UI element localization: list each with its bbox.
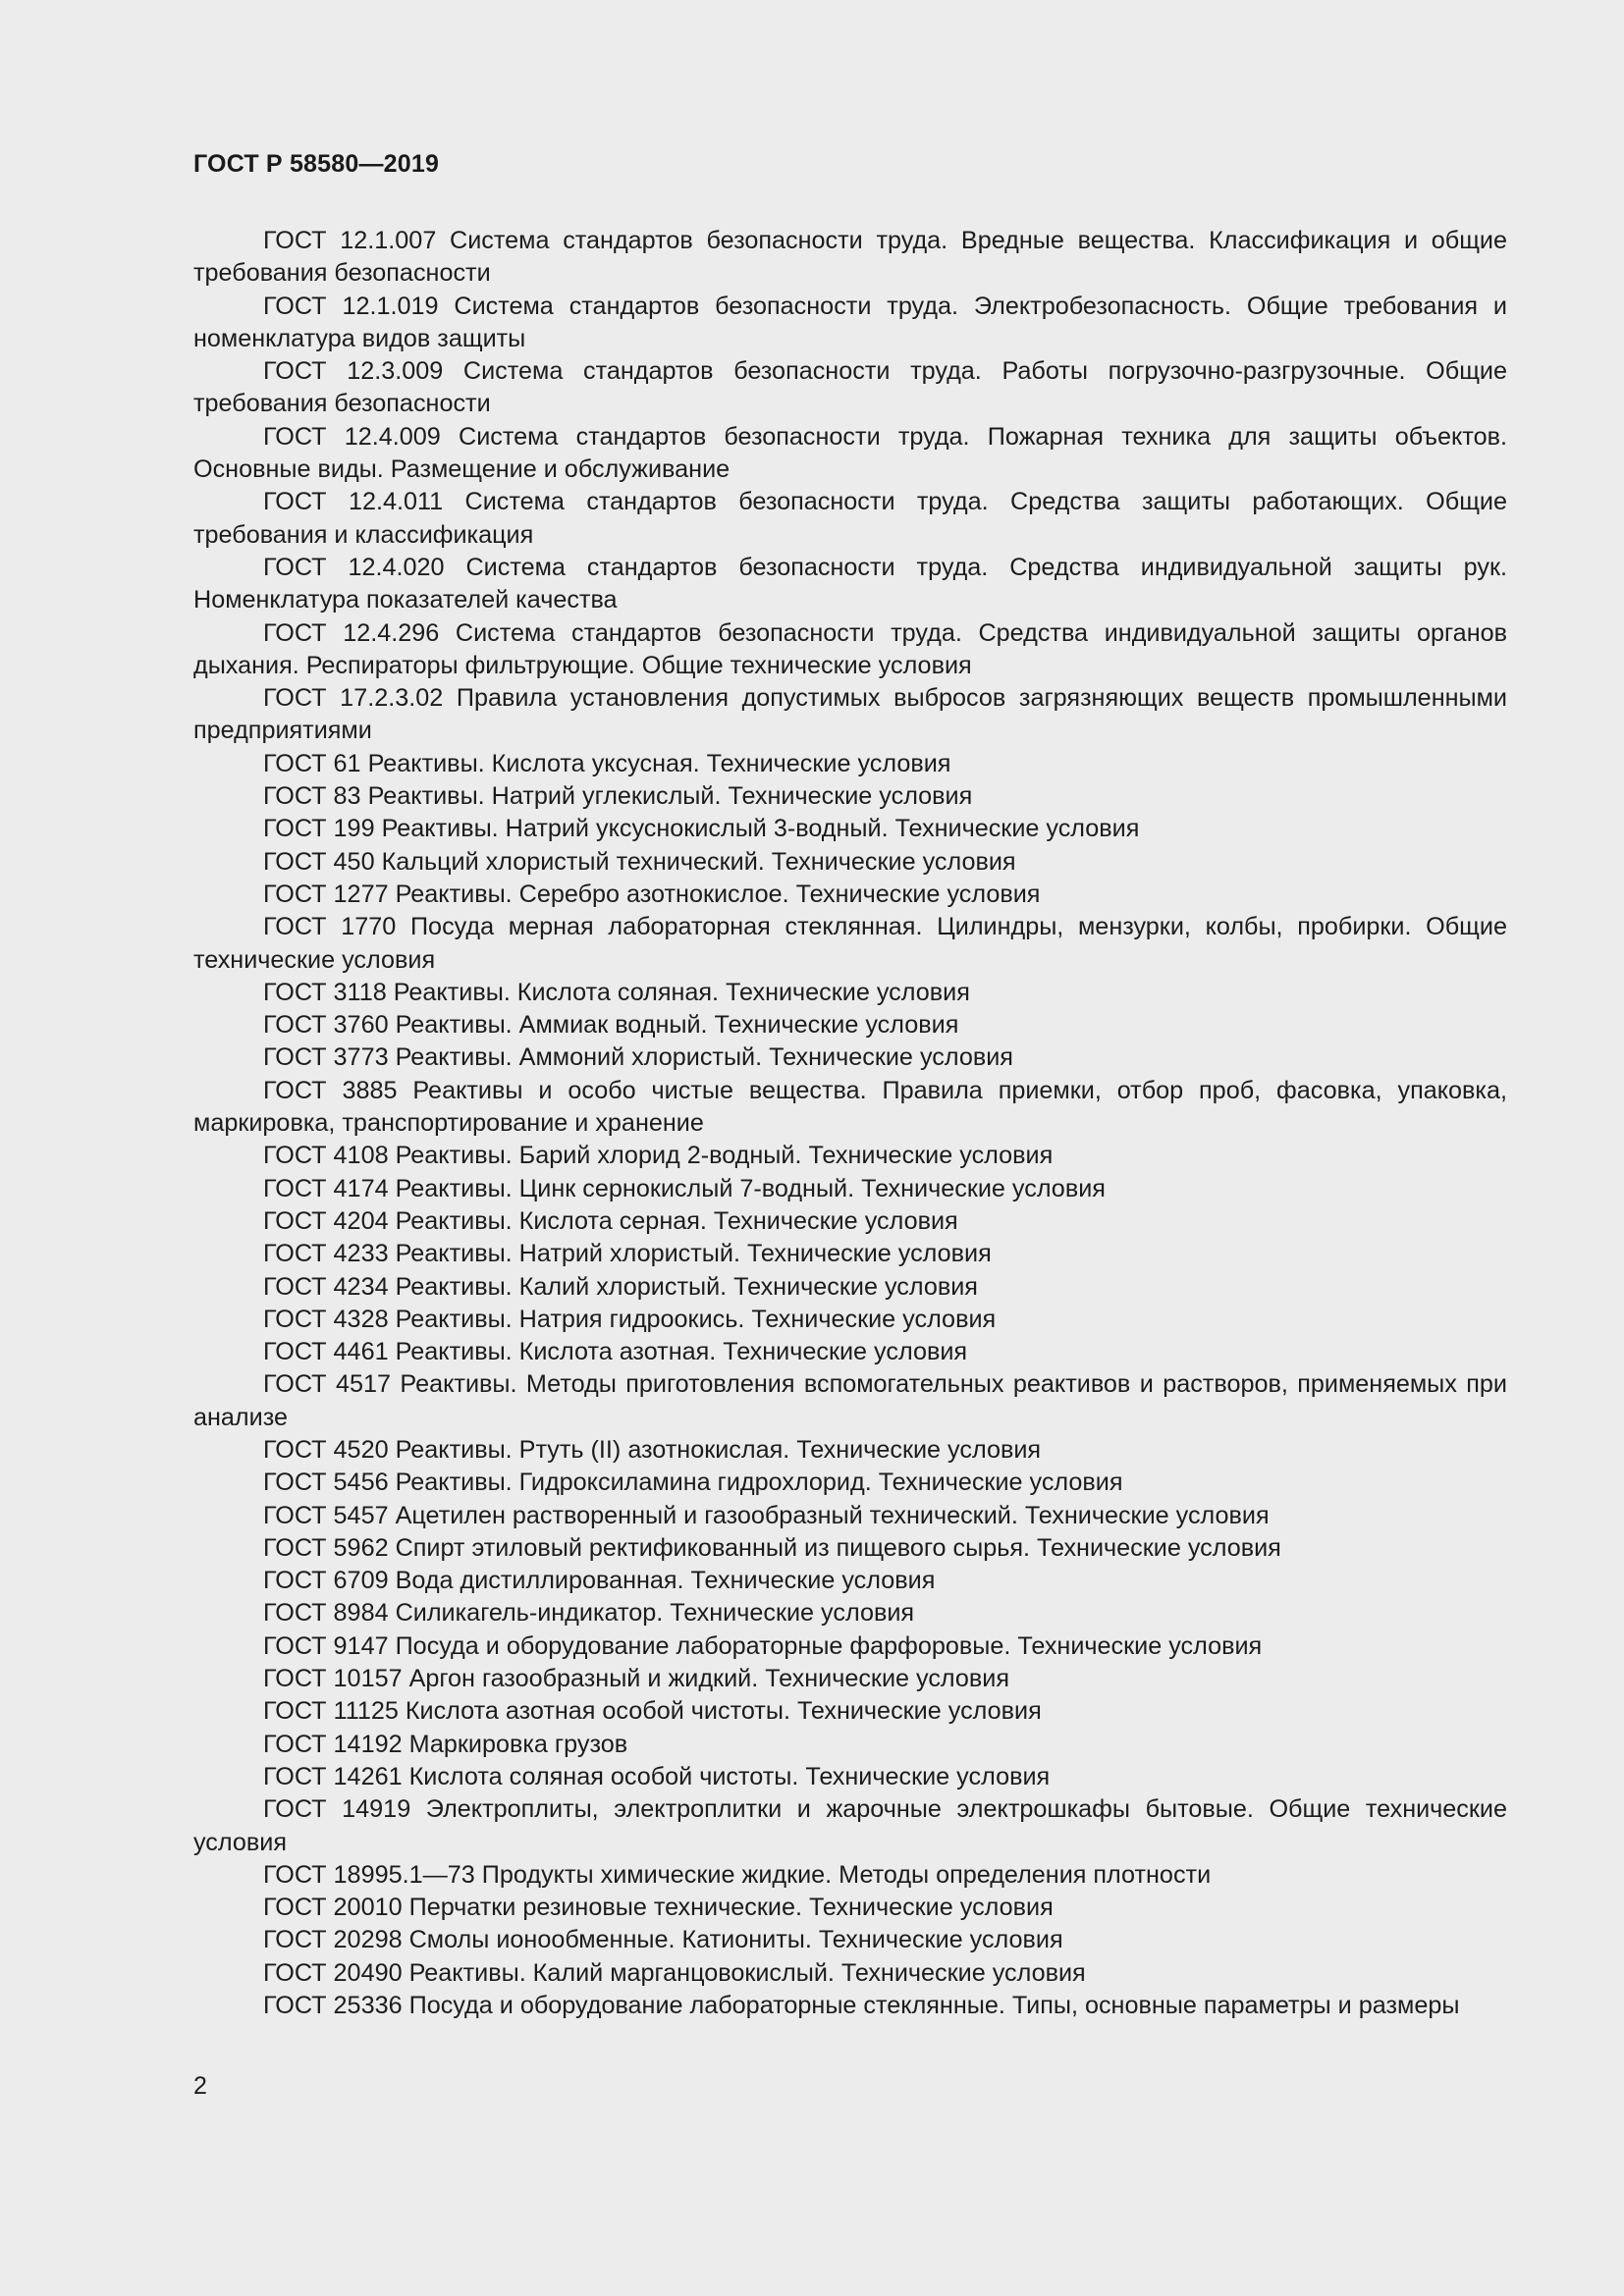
normative-references-list [193, 225, 1507, 2022]
reference-item: ГОСТ 12.4.296 Система стандартов безопасности труда. Средства индивидуальной защиты органов дыхания. Респираторы фильтрующие. Общие технические условия [193, 618, 1507, 679]
reference-item: ГОСТ 17.2.3.02 Правила установления допустимых выбросов загрязняющих веществ промышленными предприятиями [193, 684, 1507, 745]
reference-item: ГОСТ 20010 Перчатки резиновые технические. Технические условия [263, 1894, 1054, 1922]
reference-item: ГОСТ 18995.1—73 Продукты химические жидкие. Методы определения плотности [263, 1860, 1212, 1889]
reference-item: ГОСТ 4328 Реактивы. Натрия гидроокись. Технические условия [263, 1305, 997, 1333]
reference-item: ГОСТ 14192 Маркировка грузов [263, 1730, 628, 1758]
reference-item: ГОСТ 12.4.009 Система стандартов безопасности труда. Пожарная техника для защиты объектов. Основные виды. Размещение и обслуживание [193, 422, 1507, 484]
reference-item: ГОСТ 14919 Электроплиты, электроплитки и жарочные электрошкафы бытовые. Общие технические условия [193, 1795, 1507, 1856]
reference-item: ГОСТ 61 Реактивы. Кислота уксусная. Технические условия [263, 749, 951, 777]
reference-item: ГОСТ 12.1.019 Система стандартов безопасности труда. Электробезопасность. Общие требования и номенклатура видов защиты [193, 292, 1507, 352]
reference-item: ГОСТ 5457 Ацетилен растворенный и газообразный технический. Технические условия [263, 1501, 1270, 1529]
reference-item: ГОСТ 4204 Реактивы. Кислота серная. Технические условия [263, 1206, 958, 1235]
reference-item: ГОСТ 3118 Реактивы. Кислота соляная. Технические условия [263, 978, 970, 1006]
document-header: ГОСТ Р 58580—2019 [193, 150, 440, 178]
reference-item: ГОСТ 5962 Спирт этиловый ректификованный из пищевого сырья. Технические условия [263, 1533, 1281, 1562]
reference-item: ГОСТ 12.4.020 Система стандартов безопасности труда. Средства индивидуальной защиты рук. Номенклатура показателей качества [193, 553, 1507, 614]
reference-item: ГОСТ 10157 Аргон газообразный и жидкий. Технические условия [263, 1665, 1010, 1693]
reference-item: ГОСТ 5456 Реактивы. Гидроксиламина гидрохлорид. Технические условия [263, 1468, 1123, 1497]
reference-item: ГОСТ 3885 Реактивы и особо чистые вещества. Правила приемки, отбор проб, фасовка, упаковка, маркировка, транспортирование и хранение [193, 1076, 1507, 1138]
reference-item: ГОСТ 12.3.009 Система стандартов безопасности труда. Работы погрузочно-разгрузочные. Общие требования безопасности [193, 357, 1507, 418]
reference-item: ГОСТ 1770 Посуда мерная лабораторная стеклянная. Цилиндры, мензурки, колбы, пробирки. Общие технические условия [193, 913, 1507, 974]
reference-item: ГОСТ 1277 Реактивы. Серебро азотнокислое. Технические условия [263, 880, 1041, 908]
reference-item: ГОСТ 9147 Посуда и оборудование лабораторные фарфоровые. Технические условия [263, 1631, 1263, 1660]
reference-item: ГОСТ 20298 Смолы ионообменные. Катиониты. Технические условия [263, 1926, 1063, 1954]
reference-item: ГОСТ 4108 Реактивы. Барий хлорид 2-водный. Технические условия [263, 1142, 1054, 1170]
reference-item: ГОСТ 4233 Реактивы. Натрий хлористый. Технические условия [263, 1240, 992, 1268]
reference-item: ГОСТ 3760 Реактивы. Аммиак водный. Технические условия [263, 1011, 959, 1040]
reference-item: ГОСТ 12.1.007 Система стандартов безопасности труда. Вредные вещества. Классификация и общие требования безопасности [193, 227, 1507, 288]
reference-item: ГОСТ 4234 Реактивы. Калий хлористый. Технические условия [263, 1272, 978, 1301]
reference-item: ГОСТ 4520 Реактивы. Ртуть (II) азотнокислая. Технические условия [263, 1435, 1042, 1464]
reference-item: ГОСТ 25336 Посуда и оборудование лабораторные стеклянные. Типы, основные параметры и размеры [263, 1992, 1460, 2020]
reference-item: ГОСТ 6709 Вода дистиллированная. Технические условия [263, 1567, 936, 1595]
reference-item: ГОСТ 3773 Реактивы. Аммоний хлористый. Технические условия [263, 1043, 1013, 1072]
reference-item: ГОСТ 14261 Кислота соляная особой чистоты. Технические условия [263, 1762, 1051, 1790]
reference-item: ГОСТ 199 Реактивы. Натрий уксуснокислый 3-водный. Технические условия [263, 815, 1140, 843]
reference-item: ГОСТ 20490 Реактивы. Калий марганцовокислый. Технические условия [263, 1958, 1086, 1987]
reference-item: ГОСТ 450 Кальций хлористый технический. Технические условия [263, 847, 1016, 876]
reference-item: ГОСТ 4517 Реактивы. Методы приготовления вспомогательных реактивов и растворов, применяемых при анализе [193, 1370, 1507, 1431]
reference-item: ГОСТ 12.4.011 Система стандартов безопасности труда. Средства защиты работающих. Общие требования и классификация [193, 488, 1507, 549]
page-number: 2 [193, 2072, 207, 2100]
reference-item: ГОСТ 8984 Силикагель-индикатор. Технические условия [263, 1599, 915, 1628]
reference-item: ГОСТ 83 Реактивы. Натрий углекислый. Технические условия [263, 782, 973, 811]
reference-item: ГОСТ 4461 Реактивы. Кислота азотная. Технические условия [263, 1338, 968, 1366]
reference-item: ГОСТ 11125 Кислота азотная особой чистоты. Технические условия [263, 1697, 1042, 1726]
reference-item: ГОСТ 4174 Реактивы. Цинк сернокислый 7-водный. Технические условия [263, 1174, 1106, 1202]
